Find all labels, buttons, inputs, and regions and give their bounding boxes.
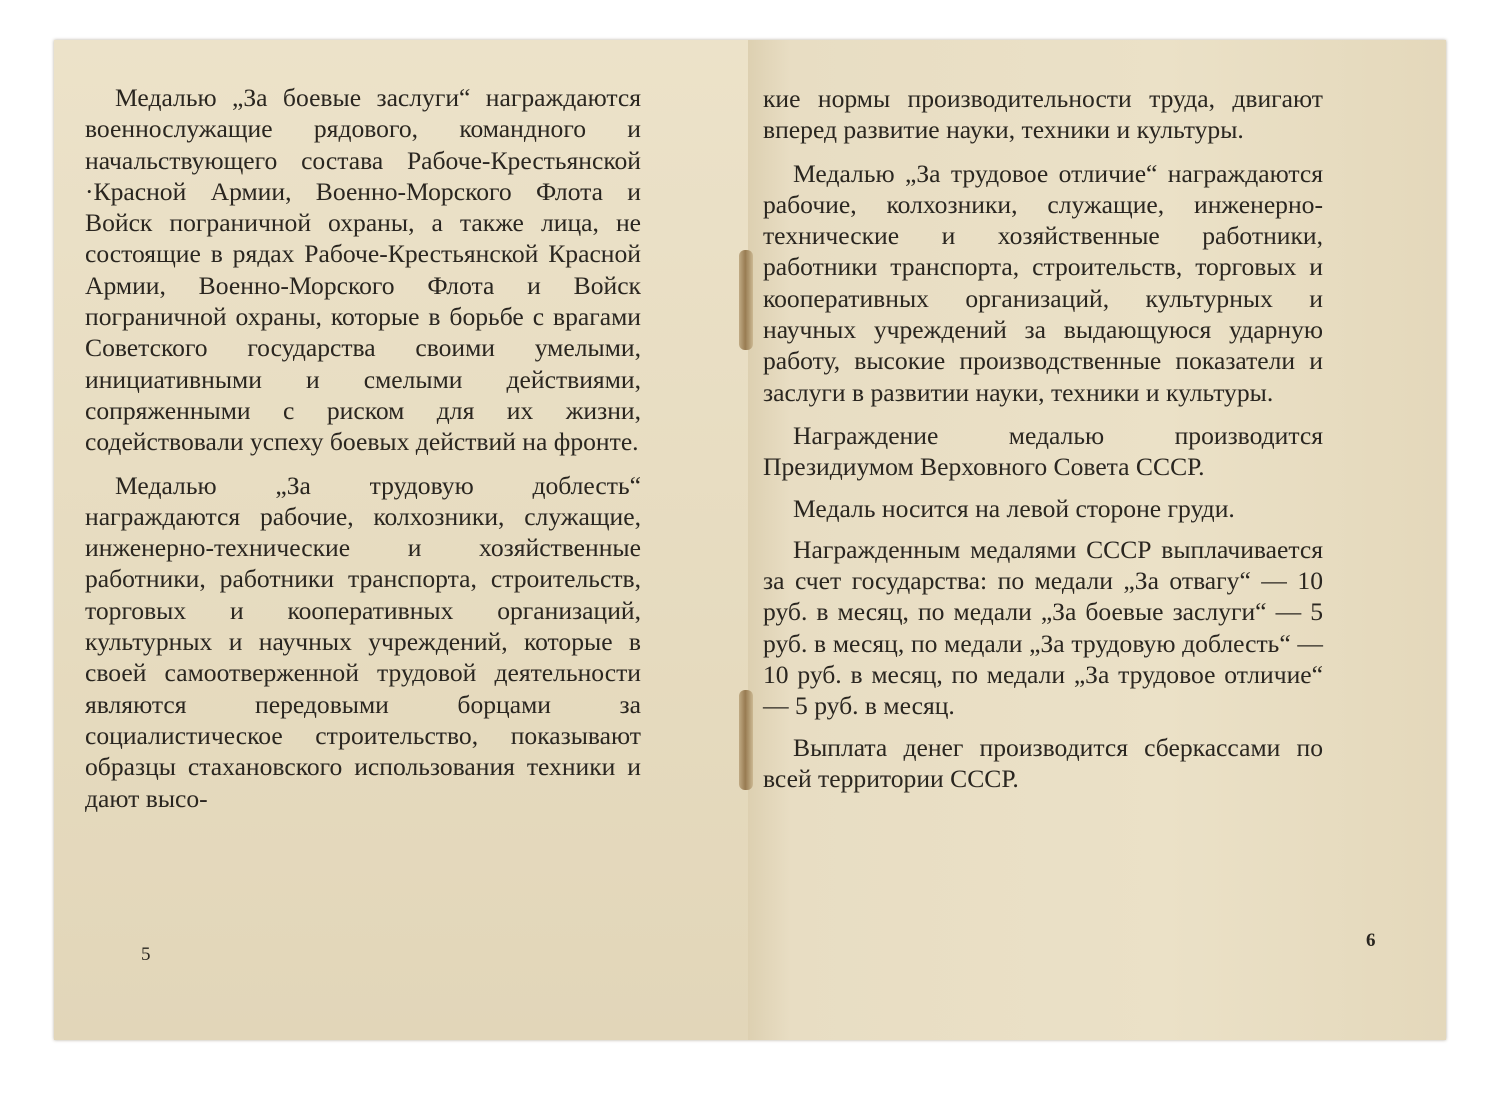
right-page-text [763, 83, 1323, 806]
paragraph-continuation: кие нормы производительности труда, двигают вперед развитие науки, техники и культуры. [763, 84, 1323, 145]
paragraph-payments: Награжденным медалями СССР выплачивается за счет государства: по медали „За отвагу“ — 10 руб. в месяц, по медали „За боевые заслуги“ — 5 руб. в месяц, по медали „За трудовую доблесть“ — 10 руб. в месяц, по медали „За трудовое отличие“ — 5 руб. в месяц. [763, 534, 1323, 721]
paragraph-labor-distinction: Медалью „За трудовое отличие“ награждаются рабочие, колхозники, служащие, инженерно-технические и хозяйственные работники, работники транспорта, строительств, торговых и кооперативных организаций, культурных и научных учреждений за выдающуюся ударную работу, высокие производственные показатели и заслуги в развитии науки, техники и культуры. [763, 158, 1323, 407]
page-number-left: 5 [141, 944, 151, 965]
paragraph-labor-valor: Медалью „За трудовую доблесть“ награждаются рабочие, колхозники, служащие, инженерно-технические и хозяйственные работники, работники транспорта, строительств, торговых и кооперативных организаций, культурных и научных учреждений, которые в своей самоотверженной трудовой деятельности являются передовыми борцами за социалистическое строительство, показывают образцы стахановского использования техники и дают высо- [85, 470, 641, 813]
paragraph-savings-banks: Выплата денег производится сберкассами по всей территории СССР. [763, 732, 1323, 793]
paragraph-award-authority: Награждение медалью производится Президиумом Верховного Совета СССР. [763, 420, 1323, 482]
paragraph-wearing: Медаль носится на левой стороне груди. [793, 493, 1235, 523]
paragraph-combat-merit: Медалью „За боевые заслуги“ награждаются военнослужащие рядового, командного и начальствующего состава Рабоче-Крестьянской ·Красной Армии, Военно-Морского Флота и Войск пограничной охраны, а также лица, не состоящие в рядах Рабоче-Крестьянской Красной Армии, Военно-Морского Флота и Войск пограничной охраны, которые в борьбе с врагами Советского государства своими умелыми, инициативными и смелыми действиями, сопряженными с риском для их жизни, содействовали успеху боевых действий на фронте. [85, 83, 641, 457]
binding-stitch-top [739, 250, 753, 350]
left-page-text [85, 82, 641, 826]
binding-stitch-bottom [739, 690, 753, 790]
page-number-right: 6 [1366, 930, 1376, 951]
